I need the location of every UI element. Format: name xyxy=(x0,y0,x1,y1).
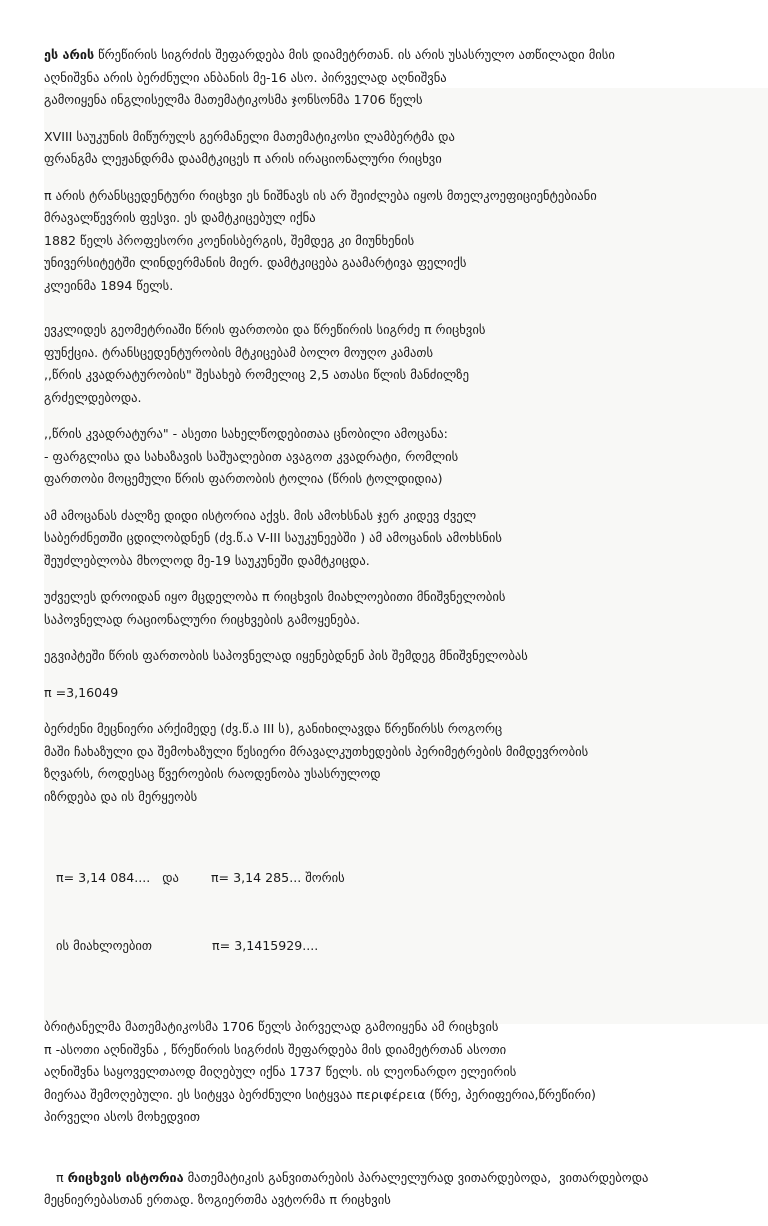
text-line: ფართობი მოცემული წრის ფართობის ტოლია (წრის ტოლდიდია) xyxy=(44,471,443,486)
text-line: ევკლიდეს გეომეტრიაში წრის ფართობი და წრეწირის სიგრძე π რიცხვის xyxy=(44,322,486,337)
text-line: აღნიშვნა არის ბერძნული ანბანის მე-16 ასო. პირველად აღნიშვნა xyxy=(44,69,447,85)
text-line: ფრანგმა ლეჟანდრმა დაამტკიცეს π არის ირაციონალური რიცხვი xyxy=(44,151,442,166)
text-line: ბერძენი მეცნიერი არქიმედე (ძვ.წ.ა III ს), განიხილავდა წრეწირსს როგორც xyxy=(44,721,503,736)
paragraph-egypt xyxy=(44,645,768,668)
text-line: უნივერსიტეტში ლინდერმანის მიერ. დამტკიცება გაამარტივა ფელიქს xyxy=(44,255,467,270)
text-line: უძველეს დროიდან იყო მცდელობა π რიცხვის მიახლოებითი მნიშვნელობის xyxy=(44,589,506,604)
paragraph-transcendence xyxy=(44,185,768,298)
text-line: - ფარგლისა და სახაზავის საშუალებით ავაგოთ კვადრატი, რომლის xyxy=(44,448,459,464)
text-line: შეუძლებლობა მხოლოდ მე-19 საუკუნეში დამტკიცდა. xyxy=(44,552,370,568)
paragraph-irrationality xyxy=(44,126,768,171)
text-line: საბერძნეთში ცდილობდნენ (ძვ.წ.ა V-III საუკუნეებში ) ამ ამოცანის ამოხსნის xyxy=(44,530,502,545)
paragraph-archimedes-values xyxy=(44,822,768,1002)
text-line: ის მიახლოებით π= 3,1415929.... xyxy=(44,937,319,953)
paragraph-squaring-circle xyxy=(44,423,768,491)
pi-symbol: π xyxy=(44,1169,68,1185)
text-line: პირველი ასოს მოხედვით xyxy=(44,1109,200,1124)
text-line: აღნიშვნა საყოველთაოდ მიღებულ იქნა 1737 წელს. ის ლეონარდო ელეირის xyxy=(44,1064,517,1079)
text-line: გრძელდებოდა. xyxy=(44,389,142,405)
paragraph-pi-definition xyxy=(44,44,768,112)
text-line: 1882 წელს პროფესორი კოენისბერგის, შემდეგ კი მიუნხენის xyxy=(44,232,415,248)
text-line: ბრიტანელმა მათემატიკოსმა 1706 წელს პირველად გამოიყენა ამ რიცხვის xyxy=(44,1019,499,1034)
bold-phrase: რიცხვის ისტორია xyxy=(67,1169,184,1185)
text-line: კლეინმა 1894 წელს. xyxy=(44,277,174,293)
bold-phrase: ეს არის xyxy=(44,47,95,62)
text-line xyxy=(44,1167,768,1190)
text-run: წრეწირის სიგრძის შეფარდება მის დიამეტრთან. ის არის უსასრულო ათწილადი მისი xyxy=(94,47,615,62)
paragraph-british-notation xyxy=(44,1016,768,1129)
text-line: XVIII საუკუნის მიწურულს გერმანელი მათემატიკოსი ლამბერტმა და xyxy=(44,128,455,144)
text-line: მეცნიერებასთან ერთად. ზოგიერთმა ავტორმა π რიცხვის xyxy=(44,1192,391,1207)
document-body xyxy=(44,44,768,1226)
paragraph-archimedes xyxy=(44,718,768,808)
paragraph-rational-approx xyxy=(44,586,768,631)
text-line: იზრდება და ის მერყეობს xyxy=(44,788,198,804)
spacer xyxy=(44,311,768,319)
text-line: ფუნქცია. ტრანსცედენტურობის მტკიცებამ ბოლო მოუღო კამათს xyxy=(44,344,434,360)
text-line: ამ ამოცანას ძალზე დიდი ისტორია აქვს. მის ამოხსნას ჯერ კიდევ ძველ xyxy=(44,507,477,523)
text-line: π =3,16049 xyxy=(44,684,119,700)
text-line: π -ასოთი აღნიშვნა , წრეწირის სიგრძის შეფარდება მის დიამეტრთან ასოთი xyxy=(44,1041,507,1057)
text-line: π არის ტრანსცედენტური რიცხვი ეს ნიშნავს ის არ შეიძლება იყოს მთელკოეფიციენტებიანი xyxy=(44,187,597,203)
text-line: ეგვიპტეში წრის ფართობის საპოვნელად იყენებდნენ პის შემდეგ მნიშვნელობას xyxy=(44,648,528,663)
text-line: ზღვარს, როდესაც წვეროების რაოდენობა უსასრულოდ xyxy=(44,766,381,781)
text-line: მრავალწევრის ფესვი. ეს დამტკიცებულ იქნა xyxy=(44,210,316,225)
paragraph-history-problem xyxy=(44,505,768,573)
spacer xyxy=(44,1143,768,1167)
text-line: საპოვნელად რაციონალური რიცხვების გამოყენება. xyxy=(44,611,361,627)
paragraph-egypt-value xyxy=(44,682,768,705)
paragraph-euclid xyxy=(44,319,768,409)
text-line: ,,წრის კვადრატურობის" შესახებ რომელიც 2,5 ათასი წლის მანძილზე xyxy=(44,367,469,382)
text-run: მათემატიკის განვითარების პარალელურად ვითარდებოდა, ვითარდებოდა xyxy=(183,1169,649,1185)
paragraph-pi-history xyxy=(44,1167,768,1212)
text-line xyxy=(44,44,768,67)
text-line: ,,წრის კვადრატურა" - ასეთი სახელწოდებითაა ცნობილი ამოცანა: xyxy=(44,426,448,441)
text-line: გამოიყენა ინგლისელმა მათემატიკოსმა ჯონსონმა 1706 წელს xyxy=(44,92,423,107)
text-line: მიერაა შემოღებული. ეს სიტყვა ბერძნული სიტყვაა περιφέρεια (წრე, პერიფერია,წრეწირი) xyxy=(44,1086,596,1102)
text-line: მაში ჩახაზული და შემოხაზული წესიერი მრავალკუთხედების პერიმეტრების მიმდევრობის xyxy=(44,743,589,759)
text-line: π= 3,14 084.... და π= 3,14 285... შორის xyxy=(44,870,345,885)
